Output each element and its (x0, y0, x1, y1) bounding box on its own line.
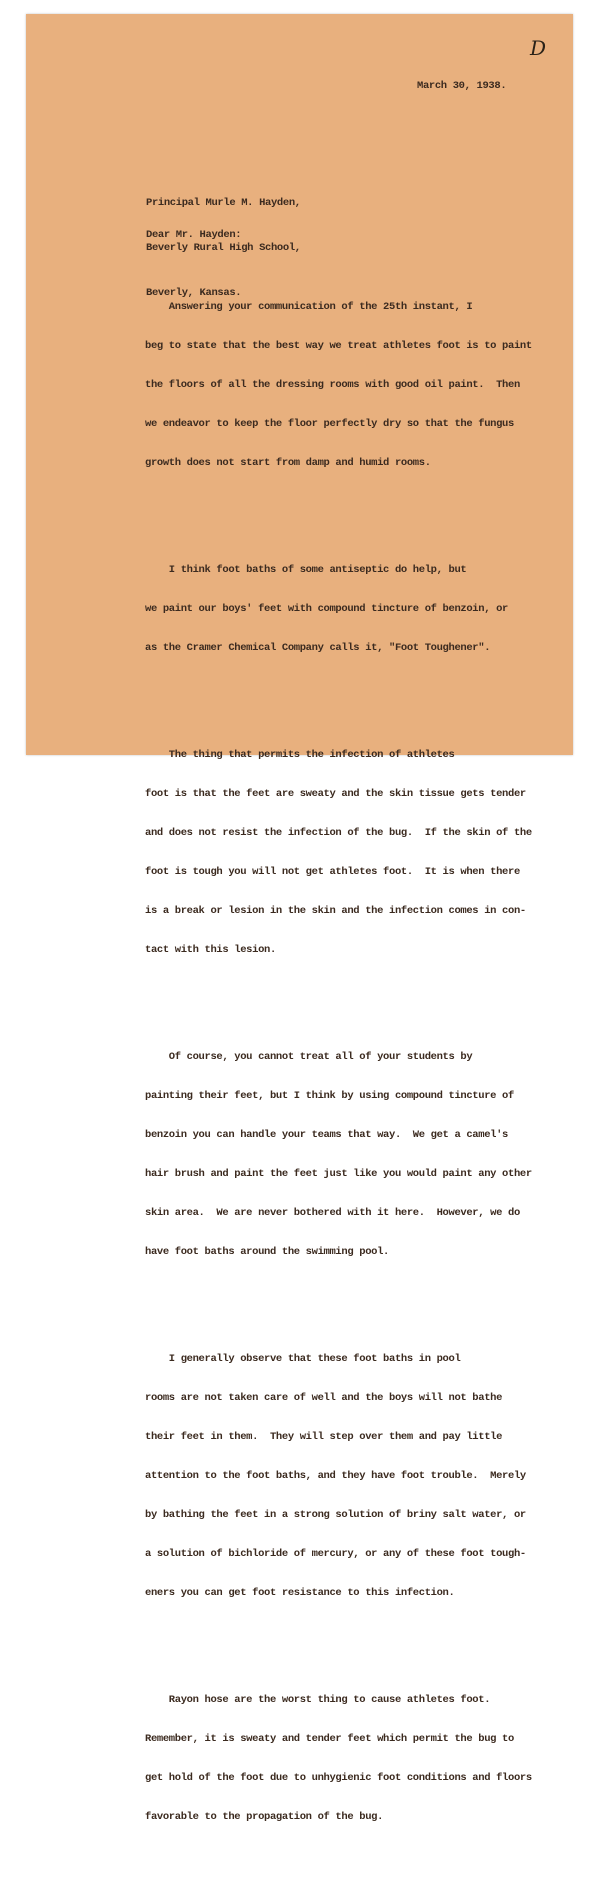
paragraph (145, 1668, 545, 1850)
text-line: we endeavor to keep the floor perfectly dry so that the fungus (145, 418, 514, 430)
text-line: growth does not start from damp and humid rooms. (145, 457, 431, 469)
text-line: foot is that the feet are sweaty and the skin tissue gets tender (145, 788, 526, 800)
text-line: rooms are not taken care of well and the boys will not bathe (145, 1392, 503, 1404)
letter-date: March 30, 1938. (417, 80, 507, 92)
letter-page (26, 14, 573, 1823)
text-line: Of course, you cannot treat all of your students by (145, 1051, 473, 1063)
paragraph (145, 1327, 545, 1626)
text-line: beg to state that the best way we treat athletes foot is to paint (145, 340, 532, 352)
text-line: attention to the foot baths, and they have foot trouble. Merely (145, 1470, 526, 1482)
text-line: by bathing the feet in a strong solution of briny salt water, or (145, 1509, 526, 1521)
text-line: as the Cramer Chemical Company calls it, "Foot Toughener". (145, 642, 491, 654)
recipient-line: Beverly, Kansas. (146, 287, 242, 299)
text-line: foot is tough you will not get athletes foot. It is when there (145, 866, 520, 878)
text-line: Answering your communication of the 25th instant, I (145, 301, 473, 313)
salutation: Dear Mr. Hayden: (146, 229, 242, 241)
text-line: hair brush and paint the feet just like you would paint any other (145, 1168, 532, 1180)
text-line: The thing that permits the infection of athletes (145, 749, 455, 761)
text-line: their feet in them. They will step over them and pay little (145, 1431, 503, 1443)
paragraph (145, 538, 545, 681)
text-line: we paint our boys' feet with compound tincture of benzoin, or (145, 603, 509, 615)
handwritten-mark: D (530, 36, 547, 60)
paragraph (145, 723, 545, 983)
text-line: painting their feet, but I think by using compound tincture of (145, 1090, 514, 1102)
text-line: get hold of the foot due to unhygienic foot conditions and floors (145, 1772, 532, 1784)
text-line: skin area. We are never bothered with it here. However, we do (145, 1207, 520, 1219)
text-line: I generally observe that these foot baths in pool (145, 1353, 461, 1365)
recipient-line: Principal Murle M. Hayden, (146, 197, 301, 209)
text-line: a solution of bichloride of mercury, or any of these foot tough- (145, 1548, 526, 1560)
text-line: have foot baths around the swimming pool. (145, 1246, 389, 1258)
text-line: tact with this lesion. (145, 944, 276, 956)
paragraph (145, 1025, 545, 1285)
text-line: Remember, it is sweaty and tender feet which permit the bug to (145, 1733, 514, 1745)
text-line: eners you can get foot resistance to this infection. (145, 1587, 455, 1599)
text-line: I think foot baths of some antiseptic do help, but (145, 564, 467, 576)
text-line: the floors of all the dressing rooms with good oil paint. Then (145, 379, 520, 391)
paragraph (145, 275, 545, 496)
text-line: is a break or lesion in the skin and the infection comes in con- (145, 905, 526, 917)
text-line: favorable to the propagation of the bug. (145, 1811, 384, 1823)
letter-body (145, 251, 545, 1892)
text-line: and does not resist the infection of the bug. If the skin of the (145, 827, 532, 839)
text-line: benzoin you can handle your teams that way. We get a camel's (145, 1129, 509, 1141)
text-line: Rayon hose are the worst thing to cause athletes foot. (145, 1694, 491, 1706)
recipient-line: Beverly Rural High School, (146, 242, 301, 254)
